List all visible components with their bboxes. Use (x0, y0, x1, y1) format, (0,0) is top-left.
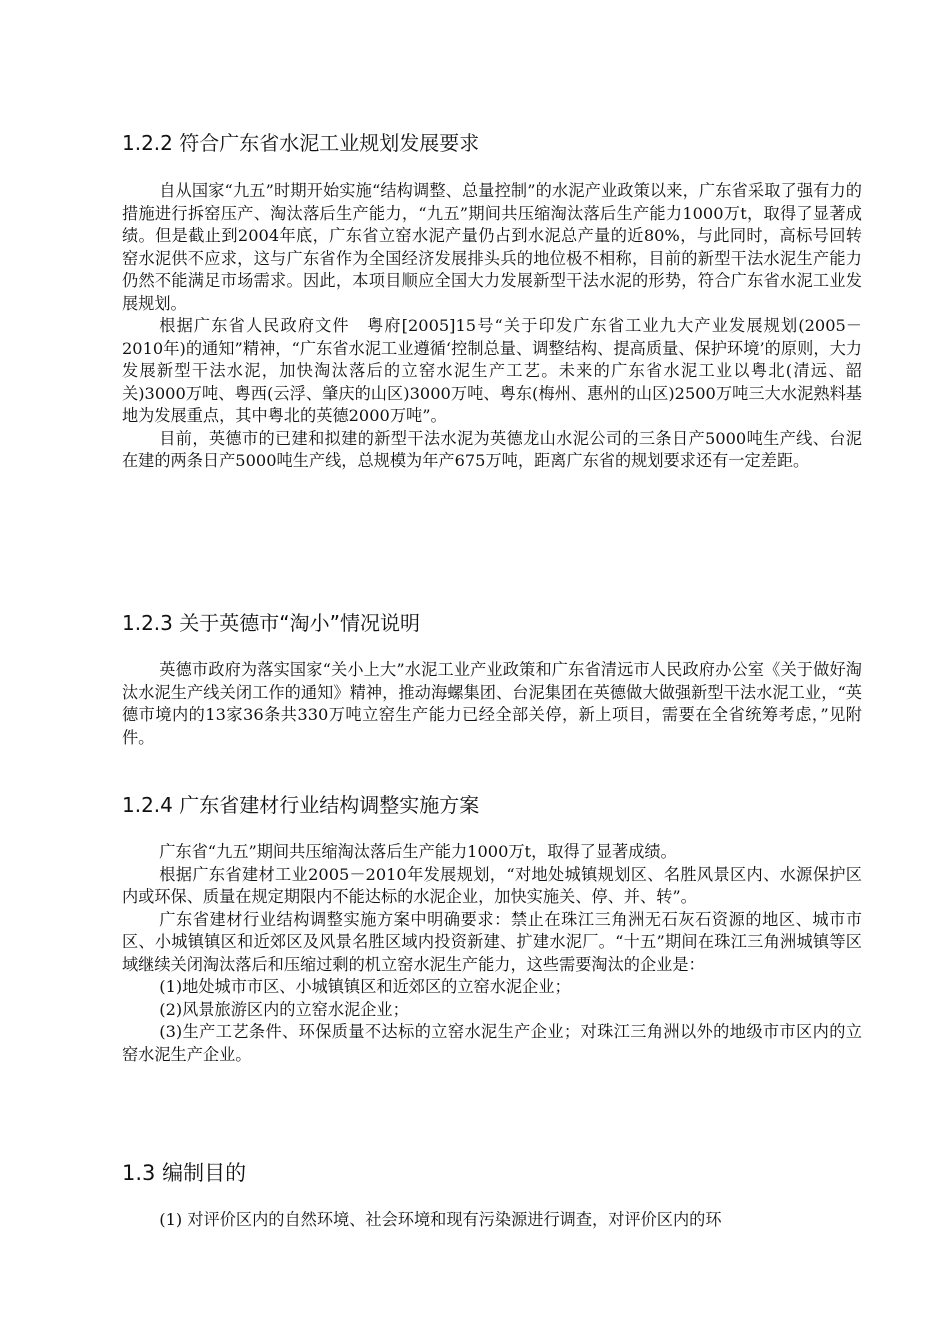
paragraph: 广东省“九五”期间共压缩淘汰落后生产能力1000万t，取得了显著成绩。 (159, 842, 677, 861)
paragraph: 目前，英德市的已建和拟建的新型干法水泥为英德龙山水泥公司的三条日产5000吨生产线、台泥在建的两条日产5000吨生产线，总规模为年产675万吨，距离广东省的规划要求还有一定差距。 (122, 428, 862, 470)
paragraph: 根据广东省建材工业2005－2010年发展规划，“对地处城镇规划区、名胜风景区内、水源保护区内或环保、质量在规定期限内不能达标的水泥企业，加快实施关、停、并、转”。 (122, 864, 862, 906)
list-item: (3)生产工艺条件、环保质量不达标的立窑水泥生产企业；对珠江三角洲以外的地级市市区内的立窑水泥生产企业。 (122, 1022, 862, 1064)
section-body-1-3 (122, 1209, 862, 1232)
section-heading-1-3: 1.3 编制目的 (122, 1161, 247, 1185)
list-item: (1)地处城市市区、小城镇镇区和近郊区的立窑水泥企业； (159, 977, 571, 996)
section-body-1-2-4 (122, 841, 862, 1066)
paragraph: (1) 对评价区内的自然环境、社会环境和现有污染源进行调查，对评价区内的环 (159, 1210, 722, 1229)
section-heading-1-2-3: 1.2.3 关于英德市“淘小”情况说明 (122, 611, 420, 635)
section-heading-1-2-2: 1.2.2 符合广东省水泥工业规划发展要求 (122, 131, 480, 155)
list-item: (2)风景旅游区内的立窑水泥企业； (159, 999, 409, 1019)
section-body-1-2-3 (122, 659, 862, 749)
paragraph: 广东省建材行业结构调整实施方案中明确要求：禁止在珠江三角洲无石灰石资源的地区、城市市区、小城镇镇区和近郊区及风景名胜区域内投资新建、扩建水泥厂。“十五”期间在珠江三角洲城镇等区域继续关闭淘汰落后和压缩过剩的机立窑水泥生产能力，这些需要淘汰的企业是： (122, 909, 862, 974)
paragraph: 自从国家“九五”时期开始实施“结构调整、总量控制”的水泥产业政策以来，广东省采取了强有力的措施进行拆窑压产、淘汰落后生产能力，“九五”期间共压缩淘汰落后生产能力1000万t，取得了显著成绩。但是截止到2004年底，广东省立窑水泥产量仍占到水泥总产量的近80%，与此同时，高标号回转窑水泥供不应求，这与广东省作为全国经济发展排头兵的地位极不相称，目前的新型干法水泥生产能力仍然不能满足市场需求。因此，本项目顺应全国大力发展新型干法水泥的形势，符合广东省水泥工业发展规划。 (122, 181, 862, 313)
paragraph: 英德市政府为落实国家“关小上大”水泥工业产业政策和广东省清远市人民政府办公室《关于做好淘汰水泥生产线关闭工作的通知》精神，推动海螺集团、台泥集团在英德做大做强新型干法水泥工业，“英德市境内的13家36条共330万吨立窑生产能力已经全部关停，新上项目，需要在全省统筹考虑，”见附件。 (122, 660, 862, 747)
section-heading-1-2-4: 1.2.4 广东省建材行业结构调整实施方案 (122, 793, 480, 817)
paragraph: 根据广东省人民政府文件 粤府[2005]15号“关于印发广东省工业九大产业发展规划(2005－2010年)的通知”精神，“广东省水泥工业遵循‘控制总量、调整结构、提高质量、保护环境’的原则，大力发展新型干法水泥，加快淘汰落后的立窑水泥生产工艺。未来的广东省水泥工业以粤北(清远、韶关)3000万吨、粤西(云浮、肇庆的山区)3000万吨、粤东(梅州、惠州的山区)2500万吨三大水泥熟料基地为发展重点，其中粤北的英德2000万吨”。 (122, 316, 862, 425)
section-body-1-2-2 (122, 180, 862, 473)
